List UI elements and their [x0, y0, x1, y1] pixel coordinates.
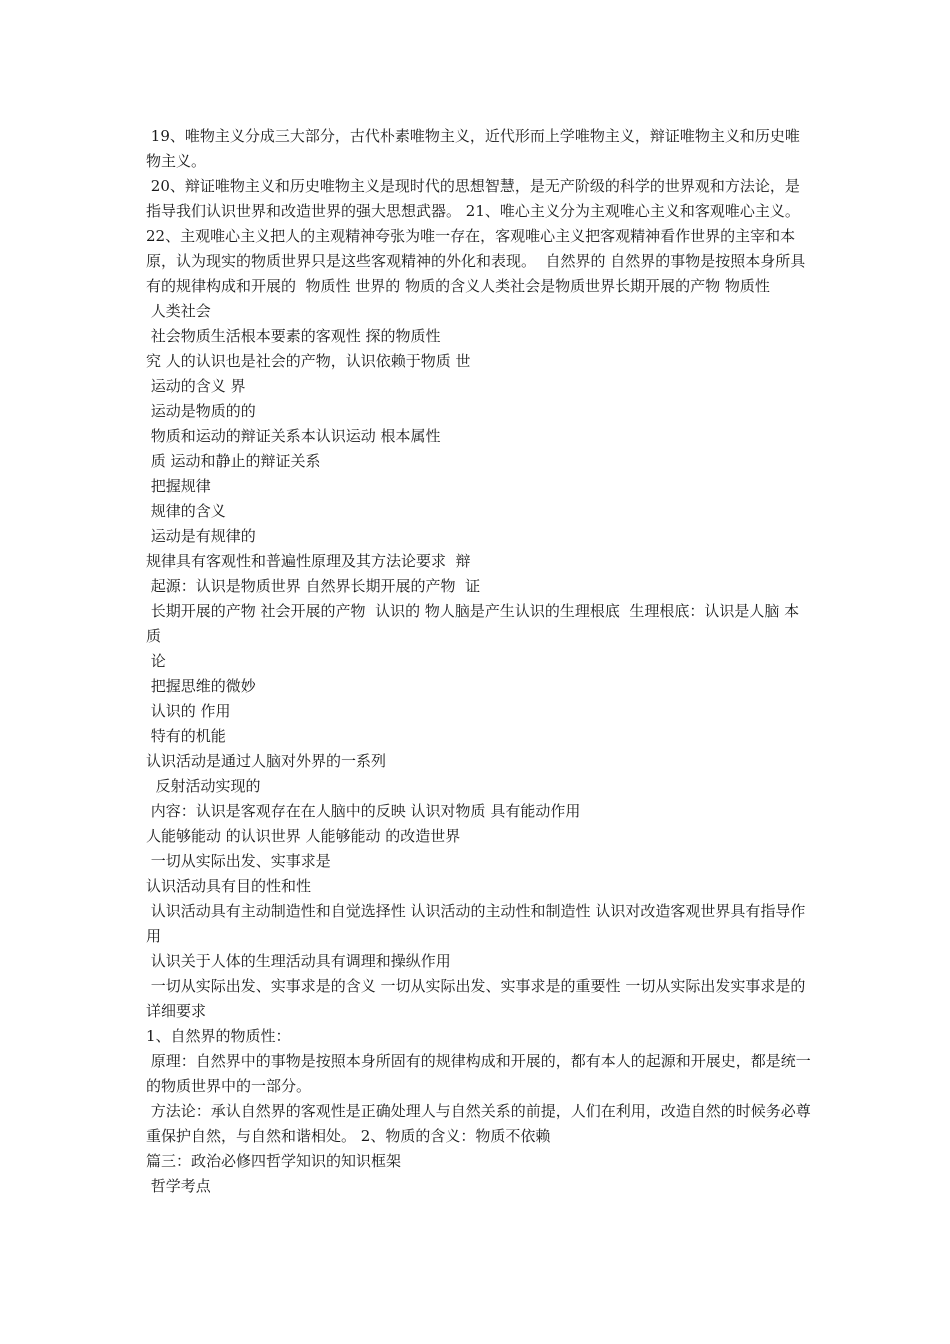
paragraph: 规律的含义 — [146, 502, 226, 520]
paragraph: 长期开展的产物 社会开展的产物 认识的 物人脑是产生认识的生理根底 生理根底：认识是人脑 本质 — [146, 602, 800, 645]
paragraph: 方法论：承认自然界的客观性是正确处理人与自然关系的前提，人们在利用，改造自然的时候务必尊重保护自然，与自然和谐相处。 2、物质的含义：物质不依赖 — [146, 1102, 811, 1145]
paragraph: 运动的含义 界 — [146, 377, 246, 395]
paragraph: 内容：认识是客观存在在人脑中的反映 认识对物质 具有能动作用 — [146, 802, 581, 820]
paragraph: 起源：认识是物质世界 自然界长期开展的产物 证 — [146, 577, 481, 595]
paragraph: 一切从实际出发、实事求是的含义 一切从实际出发、实事求是的重要性 一切从实际出发实事求是的详细要求 — [146, 977, 806, 1020]
paragraph: 特有的机能 — [146, 727, 226, 745]
section-heading: 1、自然界的物质性： — [146, 1027, 291, 1045]
paragraph: 把握规律 — [146, 477, 211, 495]
paragraph: 19、唯物主义分成三大部分，古代朴素唯物主义，近代形而上学唯物主义，辩证唯物主义和历史唯物主义。 — [146, 127, 800, 170]
paragraph: 人类社会 — [146, 302, 211, 320]
paragraph: 认识的 作用 — [146, 702, 231, 720]
paragraph: 人能够能动 的认识世界 人能够能动 的改造世界 — [146, 827, 461, 845]
paragraph: 运动是物质的的 — [146, 402, 256, 420]
paragraph: 认识关于人体的生理活动具有调理和操纵作用 — [146, 952, 451, 970]
paragraph: 把握思维的微妙 — [146, 677, 256, 695]
paragraph: 论 — [146, 652, 166, 670]
paragraph: 物质和运动的辩证关系本认识运动 根本属性 — [146, 427, 441, 445]
section-heading: 篇三：政治必修四哲学知识的知识框架 — [146, 1152, 402, 1170]
paragraph: 究 人的认识也是社会的产物，认识依赖于物质 世 — [146, 352, 471, 370]
section-heading: 哲学考点 — [146, 1177, 211, 1195]
paragraph: 认识活动是通过人脑对外界的一系列 — [146, 752, 387, 770]
paragraph: 反射活动实现的 — [146, 777, 261, 795]
document-body — [146, 124, 814, 1199]
paragraph: 20、辩证唯物主义和历史唯物主义是现时代的思想智慧，是无产阶级的科学的世界观和方法论，是指导我们认识世界和改造世界的强大思想武器。 21、唯心主义分为主观唯心主义和客观唯心主义。 22、主观唯心主义把人的主观精神夸张为唯一存在，客观唯心主义把客观精神看作世界的主宰和本原，认为现实的物质世界只是这些客观精神的外化和表现。 自然界的 自然界的事物是按照本身所具有的规律构成和开展的 物质性 世界的 物质的含义人类社会是物质世界长期开展的产物 物质性 — [146, 177, 806, 295]
paragraph: 社会物质生活根本要素的客观性 探的物质性 — [146, 327, 441, 345]
paragraph: 规律具有客观性和普遍性原理及其方法论要求 辩 — [146, 552, 471, 570]
paragraph: 运动是有规律的 — [146, 527, 256, 545]
paragraph: 认识活动具有目的性和性 — [146, 877, 312, 895]
paragraph: 原理：自然界中的事物是按照本身所固有的规律构成和开展的，都有本人的起源和开展史，都是统一的物质世界中的一部分。 — [146, 1052, 811, 1095]
paragraph: 认识活动具有主动制造性和自觉选择性 认识活动的主动性和制造性 认识对改造客观世界具有指导作用 — [146, 902, 806, 945]
paragraph: 质 运动和静止的辩证关系 — [146, 452, 321, 470]
paragraph: 一切从实际出发、实事求是 — [146, 852, 331, 870]
